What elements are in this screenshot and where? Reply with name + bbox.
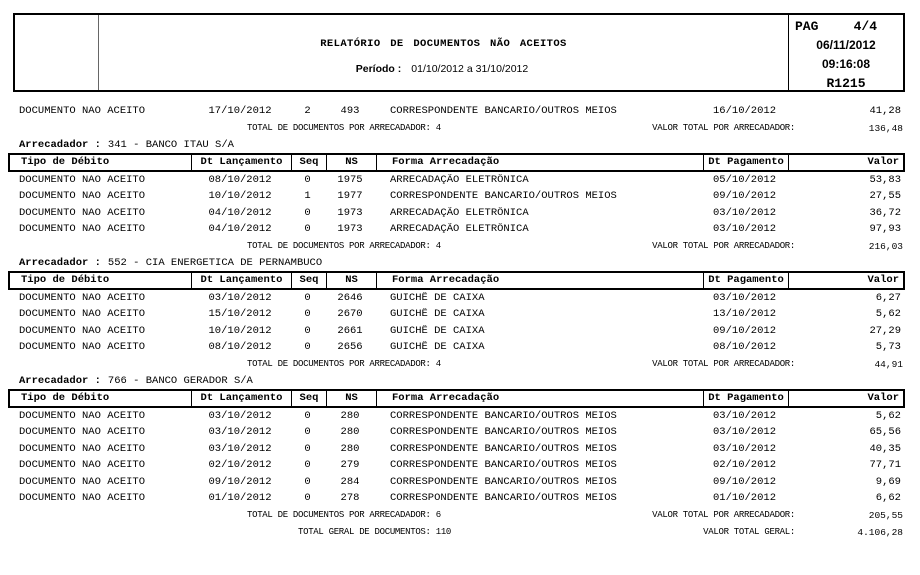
table-header-row (8, 153, 905, 172)
grand-total-value-label: VALOR TOTAL GERAL: (703, 526, 795, 537)
total-documents (247, 239, 441, 254)
cell-valor: 6,62 (875, 492, 901, 505)
column-header-dt_lancamento: Dt Lançamento (192, 391, 292, 406)
arrecadador-section (8, 103, 905, 136)
cell-ns: 1975 (337, 173, 363, 186)
column-header-dt_lancamento: Dt Lançamento (192, 155, 292, 170)
cell-dt-lancamento: 10/10/2012 (208, 190, 272, 203)
cell-ns: 280 (340, 442, 360, 455)
cell-dt-lancamento: 17/10/2012 (208, 105, 272, 118)
cell-seq: 0 (304, 223, 311, 236)
cell-ns: 2661 (337, 324, 363, 337)
cell-forma-arrecadacao: CORRESPONDENTE BANCARIO/OUTROS MEIOS (390, 492, 617, 505)
cell-tipo-debito: DOCUMENTO NAO ACEITO (19, 459, 146, 472)
column-header-dt_pagamento: Dt Pagamento (704, 273, 789, 288)
report-time: 09:16:08 (821, 57, 871, 71)
cell-dt-lancamento: 15/10/2012 (208, 308, 272, 321)
table-header-row (8, 271, 905, 290)
column-header-dt_pagamento: Dt Pagamento (704, 155, 789, 170)
arrecadador-section (8, 257, 905, 372)
cell-dt-pagamento: 02/10/2012 (712, 459, 776, 472)
cell-dt-pagamento: 03/10/2012 (712, 409, 776, 422)
column-header-seq: Seq (292, 391, 327, 406)
cell-dt-pagamento: 09/10/2012 (712, 475, 776, 488)
report-sections (8, 103, 905, 523)
page-label: PAG (795, 19, 819, 34)
cell-dt-pagamento: 09/10/2012 (712, 324, 776, 337)
cell-dt-lancamento: 08/10/2012 (208, 341, 272, 354)
arrecadador-line (8, 257, 905, 270)
cell-valor: 97,93 (869, 223, 901, 236)
cell-forma-arrecadacao: CORRESPONDENTE BANCARIO/OUTROS MEIOS (390, 105, 617, 118)
section-totals-row (8, 508, 905, 523)
cell-seq: 0 (304, 426, 311, 439)
arrecadador-label: Arrecadador : (19, 256, 101, 269)
column-header-valor: Valor (867, 392, 899, 404)
cell-tipo-debito: DOCUMENTO NAO ACEITO (19, 223, 146, 236)
cell-valor: 5,62 (875, 409, 901, 422)
period-start-date: 01/10/2012 (411, 63, 464, 75)
table-row (8, 188, 905, 205)
cell-ns: 1973 (337, 223, 363, 236)
cell-ns: 278 (340, 492, 360, 505)
cell-tipo-debito: DOCUMENTO NAO ACEITO (19, 173, 146, 186)
cell-dt-pagamento: 03/10/2012 (712, 426, 776, 439)
cell-dt-pagamento: 05/10/2012 (712, 173, 776, 186)
total-documents-label: TOTAL DE DOCUMENTOS POR ARRECADADOR: (247, 509, 436, 520)
total-documents-count: 4 (435, 122, 441, 133)
cell-seq: 2 (304, 105, 311, 118)
table-row (8, 221, 905, 238)
cell-forma-arrecadacao: GUICHÊ DE CAIXA (390, 341, 485, 354)
arrecadador-line (8, 375, 905, 388)
grand-total-value-amount: 4.106,28 (857, 526, 903, 538)
cell-dt-lancamento: 04/10/2012 (208, 223, 272, 236)
total-documents-label: TOTAL DE DOCUMENTOS POR ARRECADADOR: (247, 122, 436, 133)
cell-dt-pagamento: 03/10/2012 (712, 291, 776, 304)
cell-ns: 1973 (337, 206, 363, 219)
table-row (8, 457, 905, 474)
cell-valor: 5,73 (875, 341, 901, 354)
cell-valor: 27,29 (869, 324, 901, 337)
cell-forma-arrecadacao: CORRESPONDENTE BANCARIO/OUTROS MEIOS (390, 459, 617, 472)
header-info-cell (788, 15, 903, 90)
cell-tipo-debito: DOCUMENTO NAO ACEITO (19, 308, 146, 321)
total-value-label: VALOR TOTAL POR ARRECADADOR: (652, 122, 795, 133)
cell-forma-arrecadacao: GUICHÊ DE CAIXA (390, 324, 485, 337)
cell-valor: 77,71 (869, 459, 901, 472)
cell-dt-pagamento: 03/10/2012 (712, 206, 776, 219)
cell-seq: 0 (304, 173, 311, 186)
cell-forma-arrecadacao: CORRESPONDENTE BANCARIO/OUTROS MEIOS (390, 442, 617, 455)
cell-forma-arrecadacao: CORRESPONDENTE BANCARIO/OUTROS MEIOS (390, 475, 617, 488)
cell-seq: 0 (304, 308, 311, 321)
table-row (8, 424, 905, 441)
section-totals-row (8, 239, 905, 254)
cell-tipo-debito: DOCUMENTO NAO ACEITO (19, 492, 146, 505)
period-end-date: 31/10/2012 (475, 63, 529, 75)
cell-ns: 493 (340, 105, 360, 118)
cell-tipo-debito: DOCUMENTO NAO ACEITO (19, 324, 146, 337)
cell-dt-lancamento: 03/10/2012 (208, 442, 272, 455)
report-title: RELATÓRIO DE DOCUMENTOS NÃO ACEITOS (320, 38, 567, 50)
table-row (8, 408, 905, 425)
cell-ns: 2646 (337, 291, 363, 304)
table-row (8, 205, 905, 222)
total-value-amount: 205,55 (868, 509, 903, 521)
report-page (0, 13, 920, 575)
cell-tipo-debito: DOCUMENTO NAO ACEITO (19, 442, 146, 455)
section-totals-row (8, 121, 905, 136)
cell-dt-pagamento: 08/10/2012 (712, 341, 776, 354)
table-row (8, 474, 905, 491)
cell-tipo-debito: DOCUMENTO NAO ACEITO (19, 475, 146, 488)
cell-tipo-debito: DOCUMENTO NAO ACEITO (19, 291, 146, 304)
column-header-dt_lancamento: Dt Lançamento (192, 273, 292, 288)
total-value-amount: 216,03 (868, 240, 903, 252)
cell-valor: 6,27 (875, 291, 901, 304)
cell-dt-pagamento: 03/10/2012 (712, 442, 776, 455)
cell-ns: 1977 (337, 190, 363, 203)
cell-forma-arrecadacao: ARRECADAÇÃO ELETRÔNICA (390, 223, 529, 236)
cell-seq: 0 (304, 291, 311, 304)
cell-dt-lancamento: 02/10/2012 (208, 459, 272, 472)
cell-seq: 0 (304, 206, 311, 219)
cell-valor: 41,28 (869, 105, 901, 118)
column-header-tipo: Tipo de Débito (10, 155, 192, 170)
total-documents-count: 6 (435, 509, 441, 520)
total-documents (247, 121, 441, 136)
arrecadador-name: 766 - BANCO GERADOR S/A (107, 374, 253, 387)
arrecadador-label: Arrecadador : (19, 138, 101, 151)
table-row (8, 441, 905, 458)
report-code: R1215 (826, 76, 866, 91)
cell-ns: 280 (340, 426, 360, 439)
total-documents (247, 508, 441, 523)
cell-valor: 5,62 (875, 308, 901, 321)
total-documents (247, 357, 441, 372)
grand-totals-row (8, 525, 905, 540)
total-value-label: VALOR TOTAL POR ARRECADADOR: (652, 358, 795, 369)
column-header-ns: NS (327, 273, 377, 288)
cell-seq: 1 (304, 190, 311, 203)
page-number: 4/4 (853, 19, 877, 34)
report-content (8, 13, 905, 540)
cell-tipo-debito: DOCUMENTO NAO ACEITO (19, 341, 146, 354)
cell-ns: 2656 (337, 341, 363, 354)
cell-forma-arrecadacao: GUICHÊ DE CAIXA (390, 308, 485, 321)
column-header-forma: Forma Arrecadação (377, 273, 704, 288)
table-row (8, 339, 905, 356)
cell-dt-lancamento: 03/10/2012 (208, 291, 272, 304)
total-documents-count: 4 (435, 358, 441, 369)
cell-ns: 280 (340, 409, 360, 422)
cell-seq: 0 (304, 442, 311, 455)
cell-forma-arrecadacao: GUICHÊ DE CAIXA (390, 291, 485, 304)
cell-dt-lancamento: 10/10/2012 (208, 324, 272, 337)
cell-dt-lancamento: 08/10/2012 (208, 173, 272, 186)
total-documents-label: TOTAL DE DOCUMENTOS POR ARRECADADOR: (247, 240, 436, 251)
cell-valor: 36,72 (869, 206, 901, 219)
cell-seq: 0 (304, 475, 311, 488)
cell-valor: 53,83 (869, 173, 901, 186)
cell-valor: 27,55 (869, 190, 901, 203)
column-header-valor: Valor (867, 274, 899, 286)
column-header-forma: Forma Arrecadação (377, 155, 704, 170)
cell-valor: 65,56 (869, 426, 901, 439)
column-header-valor: Valor (867, 156, 899, 168)
arrecadador-label: Arrecadador : (19, 374, 101, 387)
column-header-ns: NS (327, 155, 377, 170)
cell-ns: 2670 (337, 308, 363, 321)
table-row (8, 172, 905, 189)
cell-tipo-debito: DOCUMENTO NAO ACEITO (19, 409, 146, 422)
report-date: 06/11/2012 (816, 38, 876, 52)
total-value-amount: 44,91 (874, 358, 903, 370)
header-logo-cell (15, 15, 99, 90)
column-header-forma: Forma Arrecadação (377, 391, 704, 406)
cell-tipo-debito: DOCUMENTO NAO ACEITO (19, 426, 146, 439)
grand-total-documents-label: TOTAL GERAL DE DOCUMENTOS: (298, 526, 431, 537)
report-header (13, 13, 905, 92)
column-header-seq: Seq (292, 155, 327, 170)
header-title-cell (99, 15, 788, 90)
cell-tipo-debito: DOCUMENTO NAO ACEITO (19, 190, 146, 203)
arrecadador-line (8, 139, 905, 152)
cell-ns: 279 (340, 459, 360, 472)
cell-forma-arrecadacao: ARRECADAÇÃO ELETRÔNICA (390, 173, 529, 186)
table-header-row (8, 389, 905, 408)
table-row (8, 103, 905, 120)
total-documents-label: TOTAL DE DOCUMENTOS POR ARRECADADOR: (247, 358, 436, 369)
grand-total-documents-count: 110 (435, 526, 452, 537)
cell-seq: 0 (304, 409, 311, 422)
cell-dt-pagamento: 01/10/2012 (712, 492, 776, 505)
cell-dt-pagamento: 13/10/2012 (712, 308, 776, 321)
column-header-tipo: Tipo de Débito (10, 391, 192, 406)
cell-dt-pagamento: 03/10/2012 (712, 223, 776, 236)
arrecadador-section (8, 139, 905, 254)
cell-forma-arrecadacao: CORRESPONDENTE BANCARIO/OUTROS MEIOS (390, 190, 617, 203)
cell-dt-lancamento: 01/10/2012 (208, 492, 272, 505)
cell-dt-lancamento: 03/10/2012 (208, 426, 272, 439)
cell-dt-pagamento: 09/10/2012 (712, 190, 776, 203)
arrecadador-section (8, 375, 905, 523)
column-header-dt_pagamento: Dt Pagamento (704, 391, 789, 406)
report-period (99, 63, 788, 75)
table-row (8, 323, 905, 340)
table-row (8, 290, 905, 307)
arrecadador-name: 341 - BANCO ITAU S/A (107, 138, 234, 151)
column-header-seq: Seq (292, 273, 327, 288)
cell-tipo-debito: DOCUMENTO NAO ACEITO (19, 206, 146, 219)
column-header-ns: NS (327, 391, 377, 406)
cell-valor: 9,69 (875, 475, 901, 488)
cell-seq: 0 (304, 459, 311, 472)
cell-forma-arrecadacao: CORRESPONDENTE BANCARIO/OUTROS MEIOS (390, 409, 617, 422)
cell-seq: 0 (304, 324, 311, 337)
cell-seq: 0 (304, 341, 311, 354)
cell-forma-arrecadacao: CORRESPONDENTE BANCARIO/OUTROS MEIOS (390, 426, 617, 439)
column-header-tipo: Tipo de Débito (10, 273, 192, 288)
grand-total-documents (298, 525, 451, 540)
cell-ns: 284 (340, 475, 360, 488)
cell-forma-arrecadacao: ARRECADAÇÃO ELETRÔNICA (390, 206, 529, 219)
table-row (8, 490, 905, 507)
cell-dt-lancamento: 03/10/2012 (208, 409, 272, 422)
page-indicator (789, 17, 903, 36)
total-value-amount: 136,48 (868, 122, 903, 134)
cell-dt-pagamento: 16/10/2012 (712, 105, 776, 118)
period-label: Período : (355, 63, 402, 75)
cell-dt-lancamento: 04/10/2012 (208, 206, 272, 219)
cell-tipo-debito: DOCUMENTO NAO ACEITO (19, 105, 146, 118)
cell-seq: 0 (304, 492, 311, 505)
table-row (8, 306, 905, 323)
arrecadador-name: 552 - CIA ENERGETICA DE PERNAMBUCO (107, 256, 323, 269)
total-value-label: VALOR TOTAL POR ARRECADADOR: (652, 240, 795, 251)
cell-dt-lancamento: 09/10/2012 (208, 475, 272, 488)
total-value-label: VALOR TOTAL POR ARRECADADOR: (652, 509, 795, 520)
period-separator: a (466, 63, 473, 75)
cell-valor: 40,35 (869, 442, 901, 455)
total-documents-count: 4 (435, 240, 441, 251)
section-totals-row (8, 357, 905, 372)
